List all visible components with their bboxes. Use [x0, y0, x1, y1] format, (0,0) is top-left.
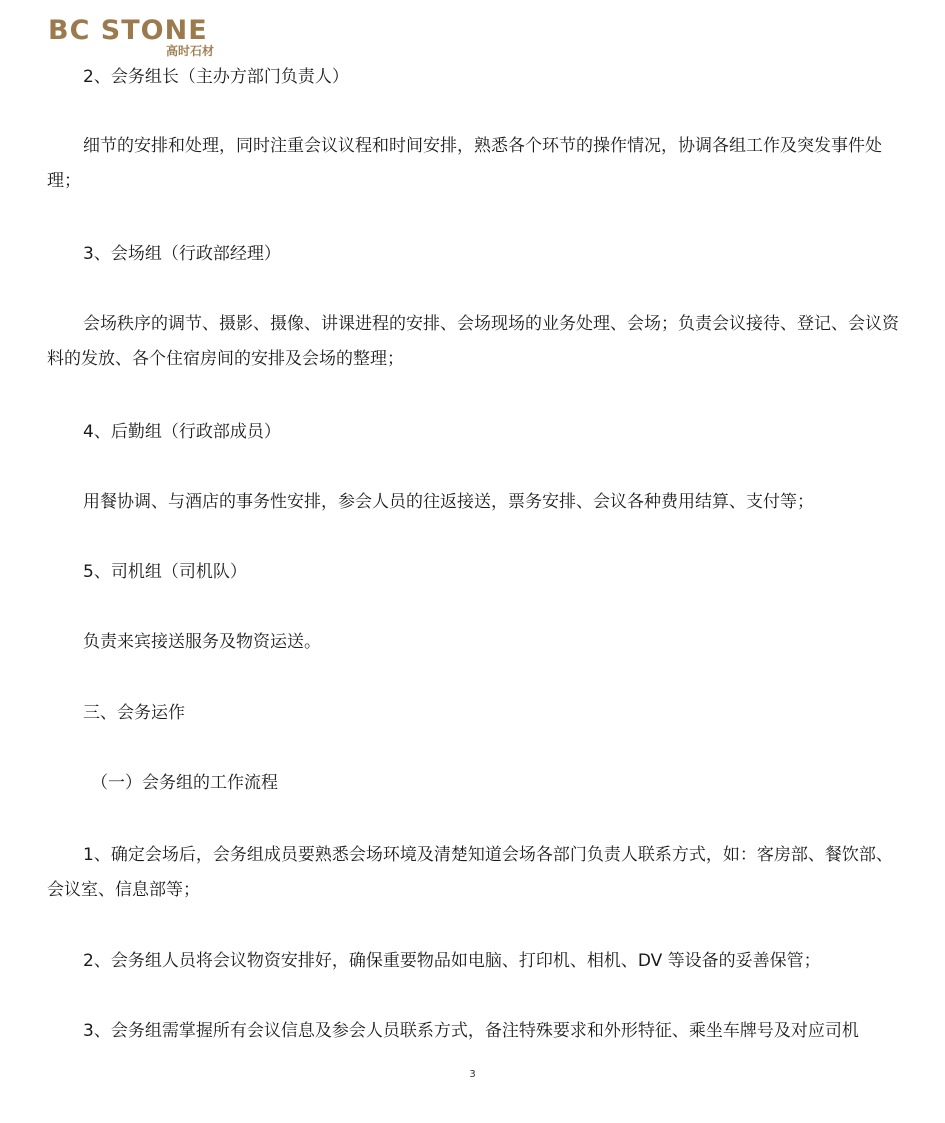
body-paragraph: 3、会务组需掌握所有会议信息及参会人员联系方式，备注特殊要求和外形特征、乘坐车牌号及对应司机	[83, 1021, 859, 1041]
section-heading: 三、会务运作	[83, 703, 185, 723]
body-paragraph: 用餐协调、与酒店的事务性安排，参会人员的往返接送，票务安排、会议各种费用结算、支付等；	[83, 492, 814, 512]
section-heading: 3、会场组（行政部经理）	[83, 244, 281, 264]
section-heading: 5、司机组（司机队）	[83, 562, 247, 582]
body-paragraph: 2、会务组人员将会议物资安排好，确保重要物品如电脑、打印机、相机、DV 等设备的妥善保管；	[83, 951, 821, 971]
subsection-heading: （一）会务组的工作流程	[91, 773, 278, 793]
section-heading: 2、会务组长（主办方部门负责人）	[83, 67, 349, 87]
company-logo	[48, 16, 223, 60]
page-number: 3	[469, 1069, 476, 1080]
logo-text: BC STONE	[48, 15, 208, 46]
body-paragraph: 细节的安排和处理，同时注重会议议程和时间安排，熟悉各个环节的操作情况，协调各组工作及突发事件处理；	[47, 136, 882, 191]
body-paragraph: 会场秩序的调节、摄影、摄像、讲课进程的安排、会场现场的业务处理、会场；负责会议接待、登记、会议资料的发放、各个住宿房间的安排及会场的整理；	[47, 314, 899, 369]
body-paragraph: 1、确定会场后，会务组成员要熟悉会场环境及清楚知道会场各部门负责人联系方式，如：客房部、餐饮部、会议室、信息部等；	[47, 845, 893, 900]
body-paragraph: 负责来宾接送服务及物资运送。	[83, 632, 321, 652]
logo-subtext: 高时石材	[166, 44, 215, 58]
section-heading: 4、后勤组（行政部成员）	[83, 422, 281, 442]
